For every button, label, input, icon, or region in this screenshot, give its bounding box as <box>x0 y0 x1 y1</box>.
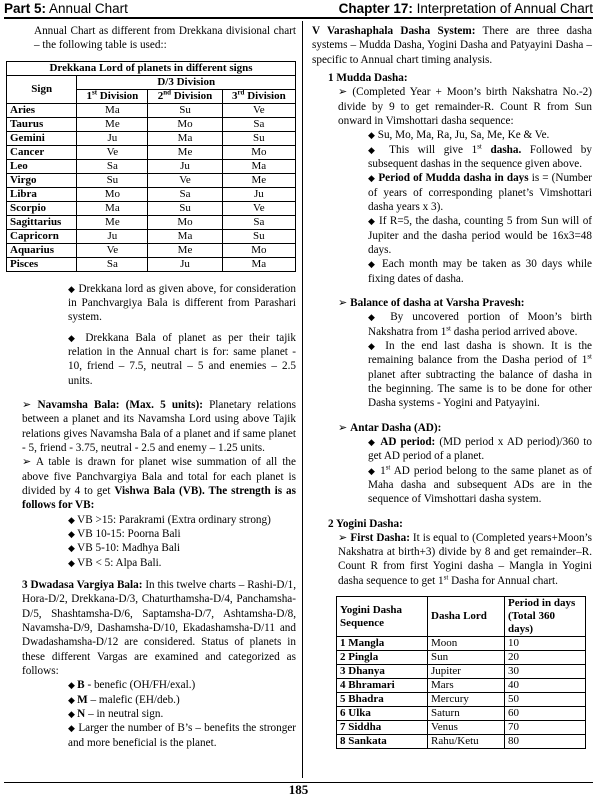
balance-2: ◆ In the end last dasha is shown. It is the remaining balance from the Dasha period of 1st planet after subtracting the balance of dasha in the beginning. The same is to be done for other Dasha systems - Yogini and Patyayini. <box>368 339 592 410</box>
mudda-each-text: Each month may be taken as 30 days while fixing dates of dasha. <box>368 258 593 285</box>
lord-cell: Sa <box>77 159 148 173</box>
drekkana-table <box>6 61 296 272</box>
sign-cell: Gemini <box>7 131 77 145</box>
table-row <box>7 187 296 201</box>
lord-cell: Ju <box>222 187 295 201</box>
part-label: Part 5: <box>4 1 47 16</box>
category-item: ◆ B - benefic (OH/FH/exal.) <box>68 679 196 692</box>
page-number: 185 <box>288 782 309 798</box>
lord-cell: Sa <box>148 187 222 201</box>
table-row <box>7 229 296 243</box>
balance-heading: ➢ Balance of dasha at Varsha Pravesh: <box>338 296 525 309</box>
lord-cell: Mars <box>428 679 505 693</box>
mudda-period-text: is = (Number of years of corresponding planet’s Vimshottari dasha years x 3). <box>368 172 593 213</box>
sign-cell: Sagittarius <box>7 215 77 229</box>
lord-cell: Ma <box>222 257 295 271</box>
col-sign: Sign <box>7 75 77 103</box>
lord-cell: Mo <box>222 145 295 159</box>
table-row <box>7 243 296 257</box>
vb-item: ◆ VB 5-10: Madhya Bali <box>68 542 181 555</box>
lord-cell: Ve <box>148 173 222 187</box>
balance-1: ◆ By uncovered portion of Moon’s birth Nakshatra from 1st dasha period arrived above. <box>368 311 593 338</box>
lord-cell: Ve <box>222 201 295 215</box>
lord-cell: Sa <box>222 117 295 131</box>
table-title: Drekkana Lord of planets in different signs <box>7 61 296 75</box>
yogini-cell: 3 Dhanya <box>337 665 428 679</box>
table-row <box>337 721 586 735</box>
varsha-heading: V Varashaphala Dasha System: <box>312 25 476 37</box>
yogini-heading: 2 Yogini Dasha: <box>328 517 403 530</box>
chapter-heading <box>339 0 593 17</box>
lord-cell: Moon <box>428 637 505 651</box>
period-cell: 50 <box>505 693 586 707</box>
mudda-heading: 1 Mudda Dasha: <box>328 71 408 84</box>
dwadasa-text: In this twelve charts – Rashi-D/1, Hora-D/2, Drekkana-D/3, Chaturthamsha-D/4, Panchamsha-D/5, Shashtamsha-D/6, Saptamsha-D/7, Ashtamsha-D/8, Navamsha-D/9, Dashamsha-D/10, Ekadashamsha-D/11 and Dwadashamsha-D/12 are considered. Status of planets in these different Vargas are examined and categorized as follows: <box>22 578 297 677</box>
lord-cell: Sun <box>428 651 505 665</box>
mudda-if-text: If R=5, the dasha, counting 5 from Sun will of Jupiter and the dasha period would be 16x3=48 days. <box>368 215 593 256</box>
period-cell: 40 <box>505 679 586 693</box>
sign-cell: Aries <box>7 103 77 117</box>
antar-heading: ➢ Antar Dasha (AD): <box>338 421 442 434</box>
larger-para: ◆ Larger the number of B’s – benefits the stronger and more beneficial is the planet. <box>68 722 297 749</box>
varsha-para <box>312 24 592 67</box>
yogini-cell: 4 Bhramari <box>337 679 428 693</box>
yogini-cell: 5 Bhadra <box>337 693 428 707</box>
mudda-each: ◆ Each month may be taken as 30 days while fixing dates of dasha. <box>368 258 593 285</box>
yogini-table <box>336 596 586 749</box>
sign-cell: Virgo <box>7 173 77 187</box>
navamsha-text: Planetary relations between a planet and its Navamsha Lord using above Tajik relations gives Navamsha Bala of a planet and if same planet - 5, friend - 3.75, neutral - 2.5 and enemy – 1.25 units. <box>22 398 296 454</box>
sign-cell: Scorpio <box>7 201 77 215</box>
lord-cell: Ve <box>77 145 148 159</box>
lord-cell: Sa <box>77 257 148 271</box>
lord-cell: Ju <box>77 229 148 243</box>
sign-cell: Libra <box>7 187 77 201</box>
lord-cell: Mo <box>222 243 295 257</box>
mudda-formula-text: (Completed Year + Moon’s birth Nakshatra No.-2) divide by 9 to get remainder-R. Count R from Sun onward in Vimshottari dasha sequence: <box>338 86 592 127</box>
varsha-text: There are three dasha systems – Mudda Dasha, Yogini Dasha and Patyayini Dasha – specific to Annual chart timing analysis. <box>312 25 592 66</box>
lord-cell: Ve <box>222 103 295 117</box>
lord-cell: Rahu/Ketu <box>428 735 505 749</box>
bullet-drekkana-lord: ◆ Drekkana lord as given above, for consideration in Panchvargiya Bala is different from Parashari system. <box>68 282 296 324</box>
table-row <box>337 707 586 721</box>
lord-cell: Me <box>148 145 222 159</box>
ad-period-text: (MD period x AD period)/360 to get AD period of a planet. <box>368 435 593 463</box>
lord-cell: Ve <box>77 243 148 257</box>
sign-cell: Leo <box>7 159 77 173</box>
sign-cell: Taurus <box>7 117 77 131</box>
lord-cell: Sa <box>222 215 295 229</box>
larger-text: Larger the number of B’s – benefits the stronger and more beneficial is the planet. <box>68 722 297 749</box>
antar-heading-text: Antar Dasha (AD): <box>350 421 442 434</box>
table-row <box>7 173 296 187</box>
yogini-cell: 1 Mangla <box>337 637 428 651</box>
mudda-formula: ➢ (Completed Year + Moon’s birth Nakshatra No.-2) divide by 9 to get remainder-R. Count R from Sun onward in Vimshottari dasha sequence: <box>338 86 592 127</box>
navamsha-para: ➢ Navamsha Bala: (Max. 5 units): Planetary relations between a planet and its Navamsha Lord using above Tajik relations gives Navamsha Bala of a planet and if same planet - 5, friend - 3.75, neutral - 2.5 and enemy – 1.25 units. <box>22 398 296 454</box>
category-desc: – in neutral sign. <box>88 707 164 720</box>
period-cell: 80 <box>505 735 586 749</box>
period-cell: 10 <box>505 637 586 651</box>
lord-cell: Me <box>77 117 148 131</box>
mudda-seq: ◆ Su, Mo, Ma, Ra, Ju, Sa, Me, Ke & Ve. <box>368 129 550 142</box>
table-row <box>337 735 586 749</box>
right-column <box>312 24 592 749</box>
balance-heading-text: Balance of dasha at Varsha Pravesh: <box>350 296 525 309</box>
period-cell: 70 <box>505 721 586 735</box>
lord-cell: Me <box>222 173 295 187</box>
dwadasa-heading: 3 Dwadasa Vargiya Bala: <box>22 578 143 591</box>
table-row <box>7 257 296 271</box>
lord-cell: Su <box>148 201 222 215</box>
mudda-give: ◆ This will give 1st dasha. Followed by subsequent dashas in the sequence given above. <box>368 141 592 170</box>
table-row <box>337 665 586 679</box>
table-row <box>7 131 296 145</box>
dwadasa-para <box>6 578 296 678</box>
lord-cell: Su <box>222 131 295 145</box>
b2-text: Drekkana Bala of planet as per their tajik relation in the Annual chart is for: same planet - 10, friend – 7.5, neutral – 5 and enemies – 2.5 units. <box>68 331 297 387</box>
table-row <box>337 693 586 707</box>
category-list <box>6 678 296 721</box>
ad-period-label: AD period: <box>380 435 436 448</box>
lord-cell: Mo <box>148 215 222 229</box>
table-row <box>7 215 296 229</box>
part-title: Annual Chart <box>49 1 128 16</box>
lord-cell: Su <box>222 229 295 243</box>
lord-cell: Mercury <box>428 693 505 707</box>
bullet-drekkana-bala: ◆ Drekkana Bala of planet as per their tajik relation in the Annual chart is for: same planet - 10, friend – 7.5, neutral – 5 and enemies – 2.5 units. <box>68 331 297 387</box>
chapter-label: Chapter 17: <box>338 1 413 16</box>
table-row <box>337 637 586 651</box>
table-row <box>337 651 586 665</box>
category-code: M <box>77 693 88 706</box>
vb-item: ◆ VB < 5: Alpa Bali. <box>68 556 162 569</box>
antar-2: ◆ 1st AD period belong to the same planet as of Maha dasha and subsequent ADs are in the sequence of Vimshottari dasha system. <box>368 462 593 506</box>
table-row <box>7 145 296 159</box>
lord-cell: Jupiter <box>428 665 505 679</box>
mudda-if: ◆ If R=5, the dasha, counting 5 from Sun will of Jupiter and the dasha period would be 16x3=48 days. <box>368 215 593 256</box>
table-row <box>7 103 296 117</box>
lord-cell: Ju <box>148 159 222 173</box>
vb-list <box>6 513 296 570</box>
b1-text: Drekkana lord as given above, for consideration in Panchvargiya Bala is different from Parashari system. <box>68 282 296 324</box>
col-3rd: 3rd Division <box>222 89 295 103</box>
table-text: A table is drawn for planet wise summation of all the above five Panchvargiya Bala and total for each planet is divided by 4 to get <box>22 456 296 497</box>
yog-col-lord: Dasha Lord <box>428 597 505 637</box>
column-divider <box>302 21 303 778</box>
table-para: ➢ A table is drawn for planet wise summation of all the above five Panchvargiya Bala and total for each planet is divided by 4 to get Vishwa Bala (VB). The strength is as follows for VB: <box>22 456 296 512</box>
vb-text: VB 10-15: Poorna Bali <box>77 527 181 540</box>
category-code: N <box>77 707 86 720</box>
lord-cell: Ma <box>148 229 222 243</box>
first-dasha-label: First Dasha: <box>350 531 410 544</box>
category-item: ◆ N – in neutral sign. <box>68 707 164 720</box>
lord-cell: Su <box>77 173 148 187</box>
category-item: ◆ M – malefic (EH/deb.) <box>68 693 180 706</box>
period-cell: 60 <box>505 707 586 721</box>
col-1st: 1st Division <box>77 89 148 103</box>
yogini-cell: 7 Siddha <box>337 721 428 735</box>
lord-cell: Mo <box>148 117 222 131</box>
sign-cell: Pisces <box>7 257 77 271</box>
vb-text: VB < 5: Alpa Bali. <box>77 556 162 569</box>
sign-cell: Capricorn <box>7 229 77 243</box>
sign-cell: Aquarius <box>7 243 77 257</box>
mudda-seq-text: Su, Mo, Ma, Ra, Ju, Sa, Me, Ke & Ve. <box>377 129 550 142</box>
yogini-first: ➢ First Dasha: It is equal to (Completed years+Moon’s Nakshatra at birth+3) divide by 8 and get remainder–R. Count R from first Yogini dasha – Mangla in Yogini dasha sequence to get 1st Dasha for Annual chart. <box>338 531 592 587</box>
vb-item: ◆ VB 10-15: Poorna Bali <box>68 527 181 540</box>
lord-cell: Me <box>148 243 222 257</box>
mudda-period: ◆ Period of Mudda dasha in days is = (Number of years of corresponding planet’s Vimshottari dasha years x 3). <box>368 172 593 213</box>
lord-cell: Ju <box>77 131 148 145</box>
table-row <box>7 117 296 131</box>
antar-1: ◆ AD period: (MD period x AD period)/360 to get AD period of a planet. <box>368 435 593 463</box>
lord-cell: Ma <box>222 159 295 173</box>
vb-heading: Vishwa Bala (VB). The strength is as follows for VB: <box>22 484 296 512</box>
category-desc: – malefic (EH/deb.) <box>90 693 180 706</box>
intro-text: Annual Chart as different from Drekkana divisional chart – the following table is used:: <box>34 25 296 52</box>
mudda-period-label: Period of Mudda dasha in days <box>378 172 529 185</box>
table-row <box>7 201 296 215</box>
lord-cell: Su <box>148 103 222 117</box>
yogini-cell: 2 Pingla <box>337 651 428 665</box>
vb-text: VB 5-10: Madhya Bali <box>77 542 181 555</box>
col-2nd: 2nd Division <box>148 89 222 103</box>
col-group: D/3 Division <box>77 75 296 89</box>
lord-cell: Venus <box>428 721 505 735</box>
lord-cell: Ma <box>77 201 148 215</box>
part-heading <box>4 0 128 17</box>
navamsha-heading: Navamsha Bala: (Max. 5 units): <box>37 398 203 411</box>
yogini-cell: 6 Ulka <box>337 707 428 721</box>
lord-cell: Me <box>77 215 148 229</box>
category-code: B <box>77 679 85 692</box>
sign-cell: Cancer <box>7 145 77 159</box>
lord-cell: Saturn <box>428 707 505 721</box>
table-row <box>7 159 296 173</box>
page-header <box>4 0 593 19</box>
chapter-title: Interpretation of Annual Chart <box>416 1 593 16</box>
lord-cell: Ju <box>148 257 222 271</box>
vb-item: ◆ VB >15: Parakrami (Extra ordinary strong) <box>68 513 271 526</box>
lord-cell: Mo <box>77 187 148 201</box>
period-cell: 30 <box>505 665 586 679</box>
yogini-cell: 8 Sankata <box>337 735 428 749</box>
lord-cell: Ma <box>77 103 148 117</box>
category-desc: - benefic (OH/FH/exal.) <box>87 679 196 692</box>
table-row <box>337 679 586 693</box>
left-column <box>6 24 296 750</box>
yog-col-seq: Yogini Dasha Sequence <box>337 597 428 637</box>
yog-col-period: Period in days (Total 360 days) <box>505 597 586 637</box>
vb-text: VB >15: Parakrami (Extra ordinary strong) <box>77 513 271 526</box>
lord-cell: Ma <box>148 131 222 145</box>
period-cell: 20 <box>505 651 586 665</box>
